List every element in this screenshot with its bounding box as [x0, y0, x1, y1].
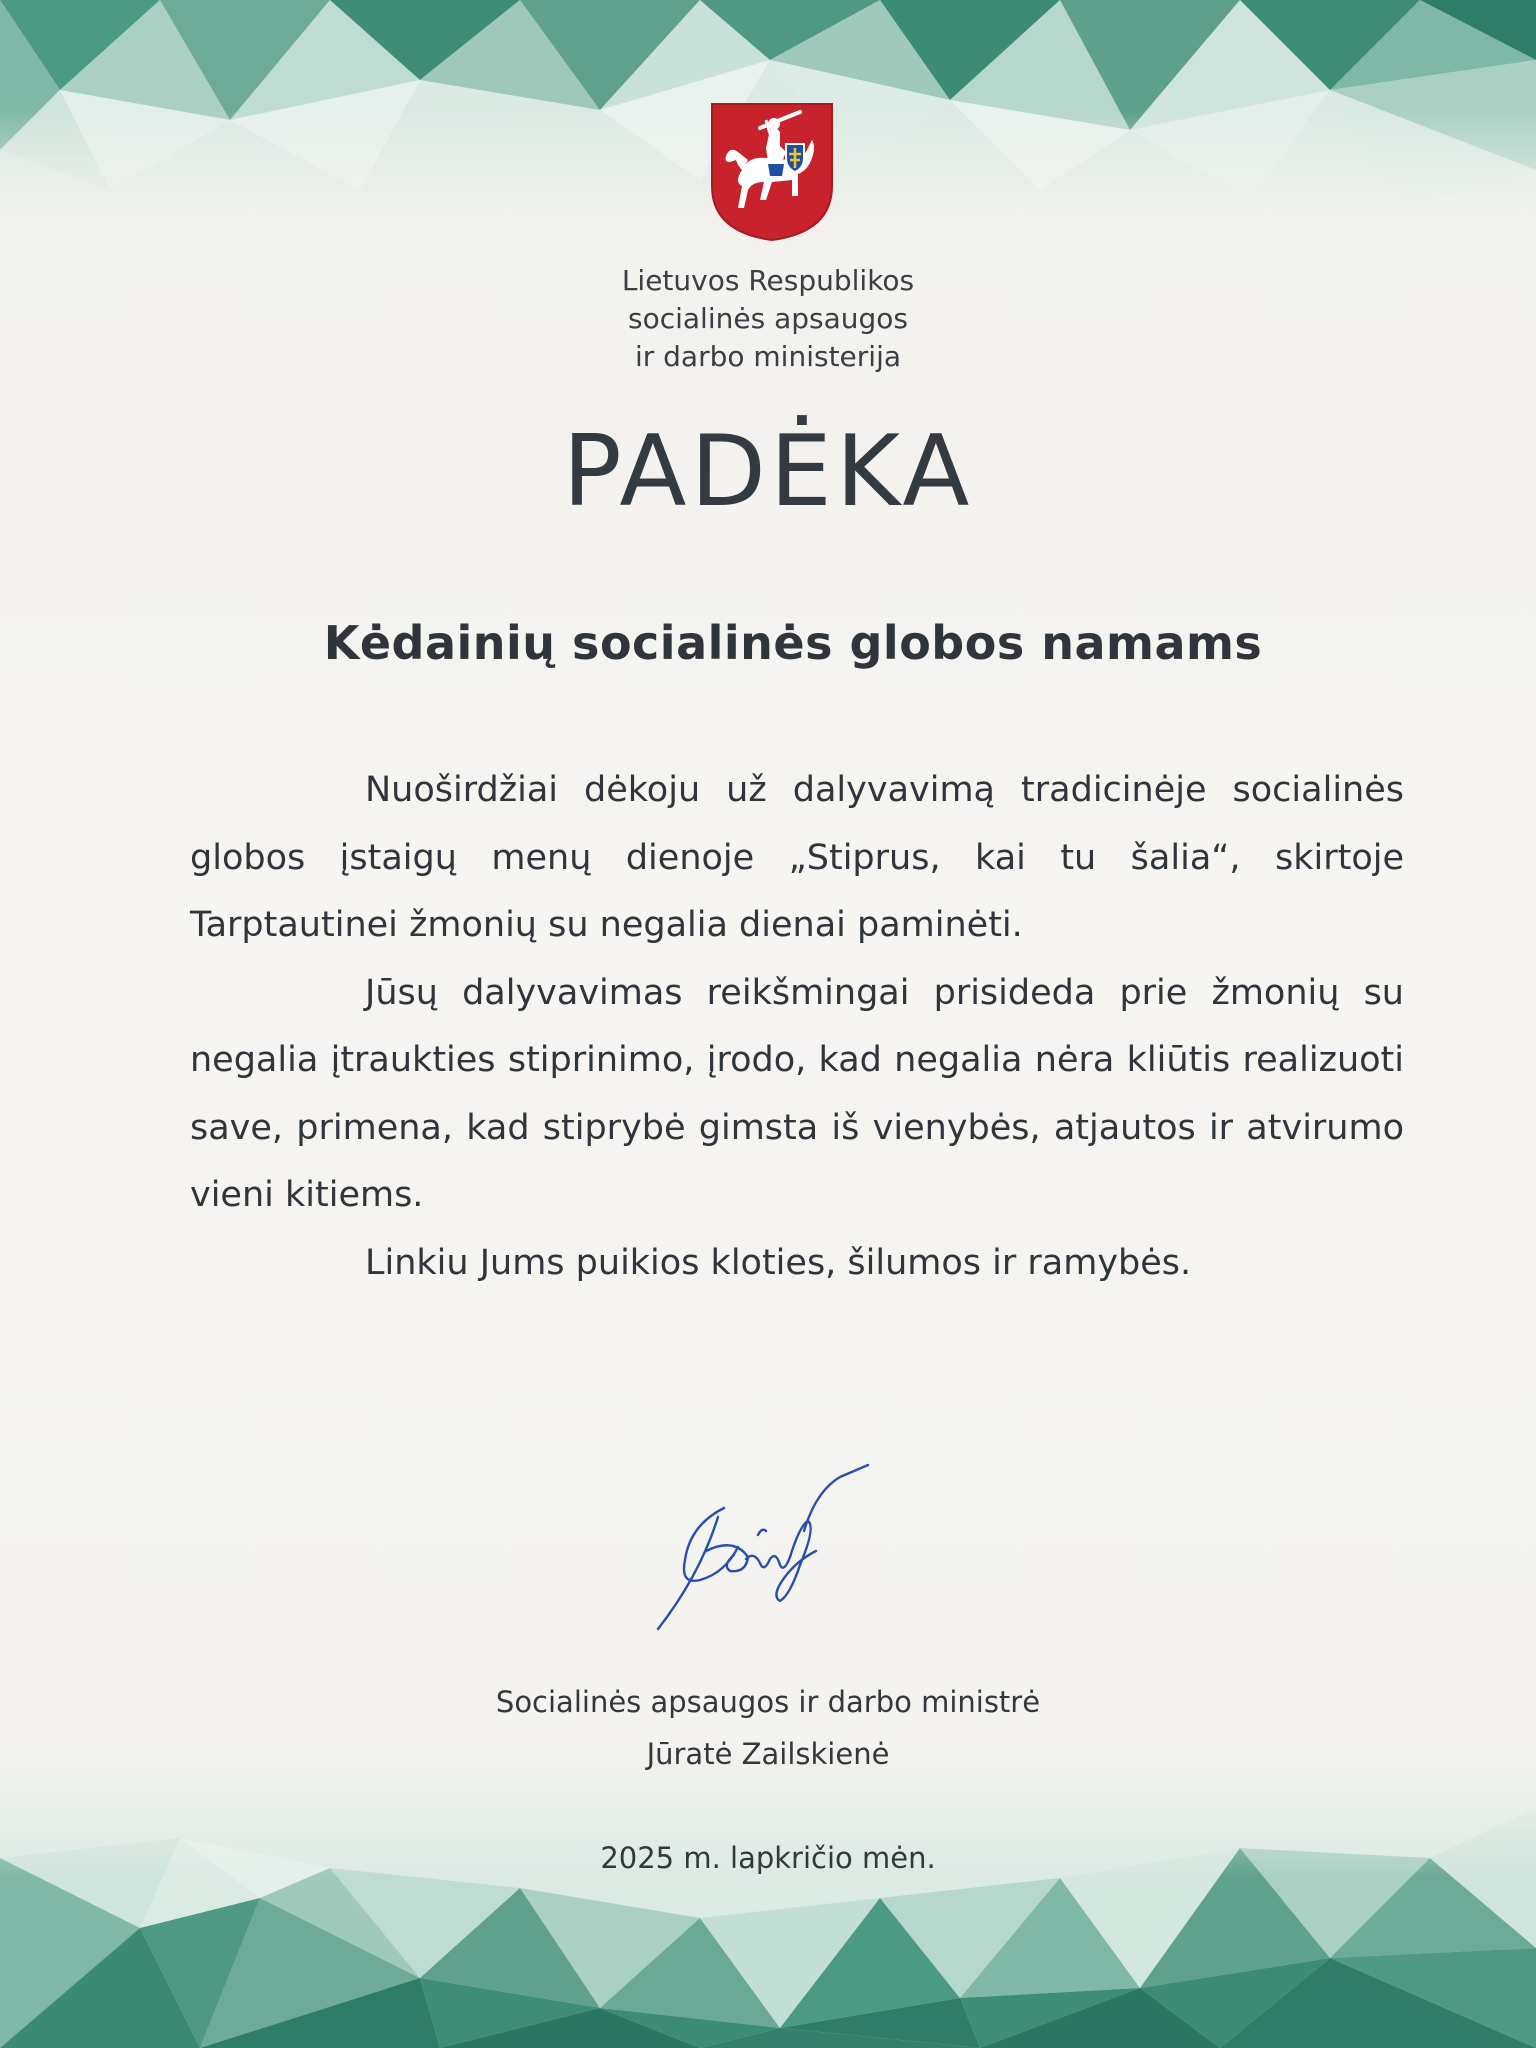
- body-paragraph: Jūsų dalyvavimas reikšmingai prisideda prie žmonių su negalia įtraukties stiprinimo, įrodo, kad negalia nėra kliūtis realizuoti save, primena, kad stiprybė gimsta iš vienybės, atjautos ir atvirumo vieni kitiems.: [190, 972, 1404, 1215]
- signer-position: Socialinės apsaugos ir darbo ministrė: [495, 1685, 1041, 1719]
- body-paragraph: Linkiu Jums puikios kloties, šilumos ir ramybės.: [365, 1242, 1192, 1283]
- letter-body: [190, 757, 1404, 1297]
- ministry-line-1: Lietuvos Respublikos: [621, 264, 915, 297]
- vytis-coat-of-arms-icon: [708, 100, 836, 244]
- document-date: 2025 m. lapkričio mėn.: [600, 1841, 936, 1875]
- recipient-name: Kėdainių socialinės globos namams: [323, 616, 1263, 670]
- bottom-decorative-border: [0, 1748, 1536, 2048]
- signer-name: Jūratė Zailskienė: [646, 1737, 890, 1771]
- signer-block: [368, 1676, 1168, 1780]
- ministry-line-3: ir darbo ministerija: [634, 340, 902, 373]
- ministry-name: [468, 262, 1068, 376]
- ministry-line-2: socialinės apsaugos: [628, 302, 908, 335]
- handwritten-signature: [630, 1455, 900, 1640]
- body-paragraph: Nuoširdžiai dėkoju už dalyvavimą tradicinėje socialinės globos įstaigų menų dienoje „Stiprus, kai tu šalia“, skirtoje Tarptautinei žmonių su negalia dienai paminėti.: [190, 770, 1404, 945]
- document-title: PADĖKA: [562, 415, 974, 529]
